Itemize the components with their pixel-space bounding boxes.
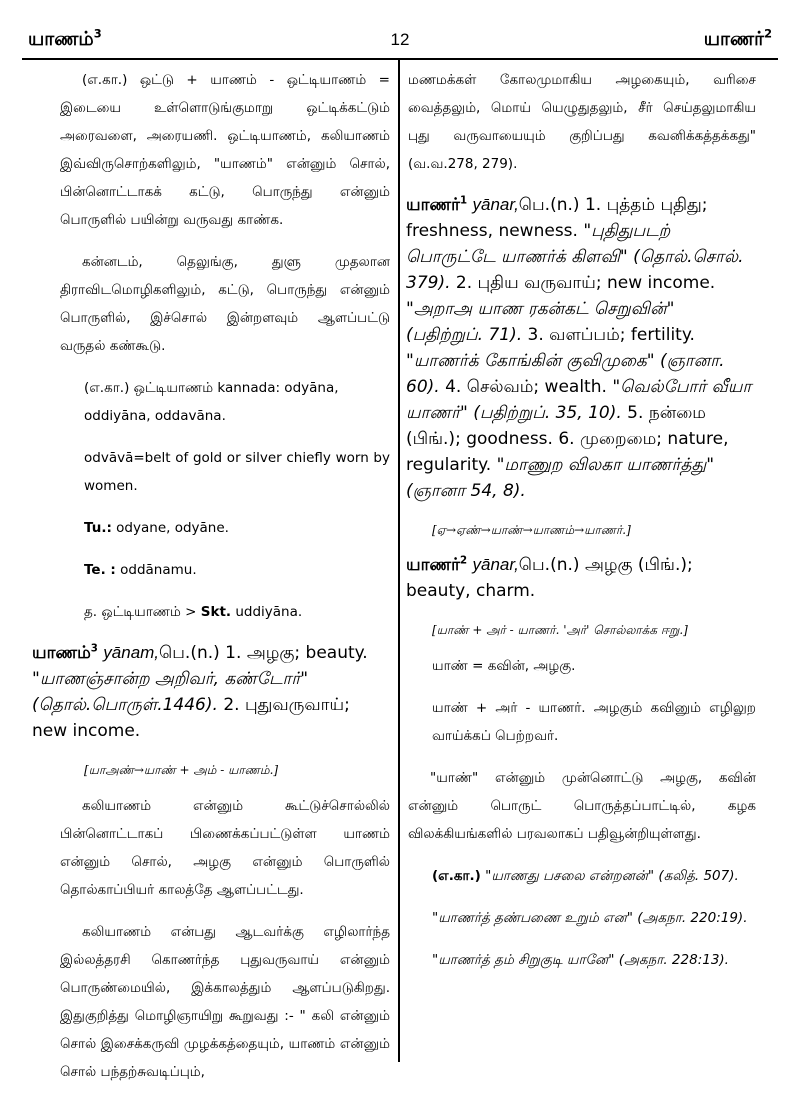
example-line: "யாணர்த் தம் சிறுகுடி யானே" (அகநா. 228:13). — [432, 952, 729, 968]
headword-text: யாணர் — [406, 195, 460, 215]
sense-text: அழகு; beauty. — [246, 643, 368, 663]
lang-label: Skt. — [200, 604, 232, 620]
lang-label: Tu.: — [84, 520, 112, 536]
paragraph — [60, 374, 390, 430]
citation: "மாணுற விலகா யாணர்த்து" (ஞானா 54, 8). — [406, 455, 715, 501]
etymology: [யாஅண்→யாண் + அம் - யாணம்.] — [84, 763, 279, 777]
right-column — [408, 66, 756, 988]
sense-number: 4. — [445, 377, 462, 397]
dictionary-entry — [406, 552, 756, 604]
example-line: "யாணர்த் தண்பணை உறும் என" (அகநா. 220:19). — [432, 910, 748, 926]
sense-text: புதிய வருவாய்; new income. — [477, 273, 716, 293]
paragraph: கலியாணம் என்னும் கூட்டுச்சொல்லில் பின்னொட்டாகப் பிணைக்கப்பட்டுள்ள யாணம் என்னும் சொல், அழகு என்னும் பொருளில் தொல்காப்பியர் காலத்தே ஆளப்பட்டது. — [60, 798, 390, 898]
transliteration: yānam, — [103, 643, 160, 662]
sense-number: 5. — [627, 403, 644, 423]
column-divider — [398, 60, 400, 1062]
sense-text: புத்தம் புதிது; freshness, newness. — [406, 195, 708, 241]
lang-label: Te. : — [84, 562, 116, 578]
headword — [406, 195, 467, 215]
transliteration: yānar, — [472, 555, 519, 574]
left-head-word: யாணம் — [28, 28, 94, 50]
paragraph: (எ.கா.) ஒட்டு + யாணம் - ஒட்டியாணம் = இடையை உள்ளொடுங்குமாறு ஒட்டிக்கட்டும் அரைவளை, அரையணி. ஒட்டியாணம், கலியாணம் இவ்விருசொற்களிலும், "யாணம்" என்னும் சொல், பின்னொட்டாகக் கட்டு, பொருந்து என்னும் பொருளில் பயின்று வருவது காண்க. — [60, 72, 390, 228]
example-text: oddiyāna, oddavāna. — [84, 408, 226, 424]
paragraph: odvāvā=belt of gold or silver chiefly worn by women. — [84, 450, 390, 494]
sense-text: அழகு (பிங்.); beauty, charm. — [406, 555, 693, 601]
citation: "யாணது பசலை என்றனன்" (கலித். 507). — [485, 868, 739, 884]
example-label: (எ.கா.) — [432, 868, 481, 884]
paragraph: "யாண்" என்னும் முன்னொட்டு அழகு, கவின் என்னும் பொருட் பொருத்தப்பாட்டில், கழக விலக்கியங்களில் பரவலாகப் பதிவூன்றியுள்ளது. — [408, 770, 756, 842]
headword-text: யாணம் — [32, 643, 91, 663]
cognate-sanskrit — [60, 598, 390, 626]
headword-text: யாணர் — [406, 555, 460, 575]
sense-number: 1. — [225, 643, 242, 663]
sense-text: புதுவருவாய்; new income. — [32, 695, 350, 741]
paragraph: கன்னடம், தெலுங்கு, துளு முதலான திராவிடமொழிகளிலும், கட்டு, பொருந்து என்னும் பொருளில், இச்சொல் இன்றளவும் ஆளப்பட்டு வருதல் கண்கூடு. — [60, 254, 390, 354]
headword — [32, 643, 98, 663]
example-line — [408, 862, 756, 890]
dictionary-entry — [406, 192, 756, 504]
paragraph: யாண் + அர் - யாணர். அழகும் கவினும் எழிலுற வாய்க்கப் பெற்றவர். — [432, 700, 756, 744]
cognate-text: odyane, odyāne. — [116, 520, 229, 536]
sense-number: 6. — [558, 429, 575, 449]
cognate-text: oddānamu. — [120, 562, 197, 578]
sense-text: முறைமை; nature, regularity. — [406, 429, 729, 475]
citation: "யாணஞ்சான்ற அறிவர், கண்டோர்" (தொல்.பொருள்.1446). — [32, 669, 309, 715]
paragraph: யாண் = கவின், அழகு. — [432, 658, 576, 674]
sense-text: நன்மை (பிங்.); goodness. — [406, 403, 706, 449]
transliteration: yānar, — [472, 195, 519, 214]
etymology: [யாண் + அர் - யாணர். 'அர்' சொல்லாக்க ஈறு.] — [432, 623, 688, 637]
right-running-head — [704, 28, 772, 53]
right-head-sup: 2 — [764, 26, 772, 41]
citation: "யாணர்க் கோங்கின் குவிமுகை" (ஞானா. 60). — [406, 351, 725, 397]
cognate-text: uddiyāna. — [235, 604, 303, 620]
sense-number: 2. — [223, 695, 240, 715]
left-column — [32, 66, 390, 1100]
citation: "வெல்போர் வீயா யாணர்" (பதிற்றுப். 35, 10). — [406, 377, 752, 423]
dictionary-entry — [32, 640, 390, 744]
cognate-text: த. ஒட்டியாணம் > — [84, 604, 197, 620]
sense-number: 2. — [455, 273, 473, 293]
etymology: [ஏ→ஏண்→யாண்→யாணம்→யாணர்.] — [432, 523, 631, 537]
right-head-word: யாணர் — [703, 28, 765, 50]
part-of-speech: பெ.(n.) — [518, 195, 580, 215]
paragraph: மணமக்கள் கோலமுமாகிய அழகையும், வரிசை வைத்தலும், மொய் யெழுதுதலும், சீர் செய்தலுமாகிய புது வருவாயையும் குறிப்பது கவனிக்கத்தக்கது" (வ.வ.278, 279). — [408, 72, 756, 172]
page-number: 12 — [390, 30, 410, 49]
sense-number: 3. — [527, 325, 544, 345]
cognate-tulu — [60, 514, 390, 542]
sense-text: வளப்பம்; fertility. — [549, 325, 695, 345]
left-head-sup: 3 — [93, 26, 102, 41]
headword-sup: 3 — [90, 643, 98, 655]
part-of-speech: பெ.(n.) — [159, 643, 220, 663]
cognate-telugu — [60, 556, 390, 584]
sense-number: 1. — [584, 195, 602, 215]
page-header — [28, 28, 772, 58]
sense-text: செல்வம்; wealth. — [466, 377, 607, 397]
headword-sup: 2 — [459, 555, 468, 567]
headword — [406, 555, 467, 575]
citation: "புதிதுபடற் பொருட்டே யாணர்க் கிளவி" (தொல்.சொல். 379). — [406, 221, 744, 293]
part-of-speech: பெ.(n.) — [518, 555, 580, 575]
header-rule — [22, 58, 778, 60]
headword-sup: 1 — [459, 195, 468, 207]
example-text: (எ.கா.) ஒட்டியாணம் kannada: odyāna, — [84, 380, 339, 396]
citation: "அறாஅ யாண ரகன்கட் செறுவின்" (பதிற்றுப். 71). — [406, 299, 675, 345]
paragraph: கலியாணம் என்பது ஆடவர்க்கு எழிலார்ந்த இல்லத்தரசி கொணர்ந்த புதுவருவாய் என்னும் பொருண்மையில், இக்காலத்தும் ஆளப்படுகிறது. இதுகுறித்து மொழிஞாயிறு கூறுவது :- " கலி என்னும் சொல் இசைக்கருவி முழக்கத்தையும், யாணம் என்னும் சொல் பந்தற்சுவடிப்பும், — [60, 924, 390, 1080]
